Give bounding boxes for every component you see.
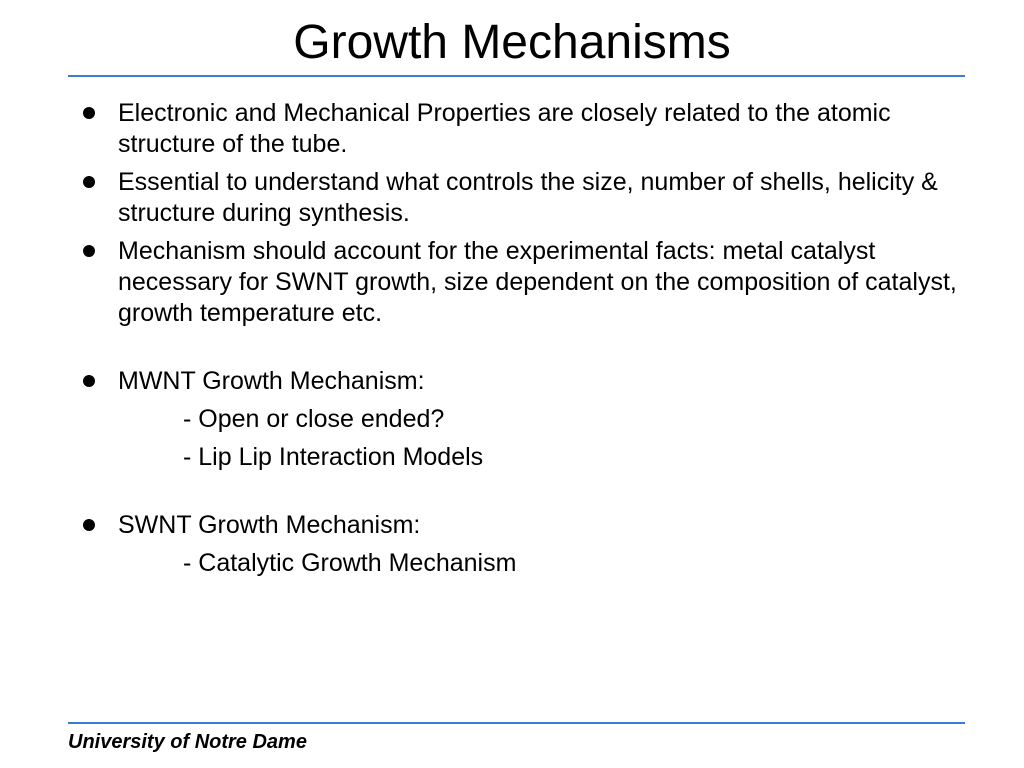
bullet-item bbox=[80, 167, 960, 229]
slide-title: Growth Mechanisms bbox=[293, 16, 731, 69]
bullet-dot-icon bbox=[83, 176, 95, 188]
sub-item: - Catalytic Growth Mechanism bbox=[183, 549, 517, 577]
bullet-dot-icon bbox=[83, 375, 95, 387]
bullet-item bbox=[80, 510, 960, 579]
bullet-text: SWNT Growth Mechanism: bbox=[118, 511, 421, 539]
bullet-dot-icon bbox=[83, 107, 95, 119]
bullet-dot-icon bbox=[83, 519, 95, 531]
bullet-text: Mechanism should account for the experimental facts: metal catalyst necessary for SWNT growth, size dependent on the composition of catalyst, growth temperature etc. bbox=[118, 237, 957, 327]
footer-divider bbox=[68, 722, 965, 724]
sub-item: - Lip Lip Interaction Models bbox=[183, 443, 484, 471]
bullet-text: Electronic and Mechanical Properties are closely related to the atomic structure of the tube. bbox=[118, 99, 891, 158]
footer-text: University of Notre Dame bbox=[68, 731, 307, 753]
sub-item: - Open or close ended? bbox=[183, 405, 445, 433]
bullet-item bbox=[80, 236, 960, 329]
bullet-dot-icon bbox=[83, 245, 95, 257]
bullet-text: Essential to understand what controls the size, number of shells, helicity & structure during synthesis. bbox=[118, 168, 938, 227]
bullet-item bbox=[80, 366, 960, 473]
bullet-list bbox=[80, 98, 960, 586]
bullet-text: MWNT Growth Mechanism: bbox=[118, 367, 425, 395]
bullet-item bbox=[80, 98, 960, 160]
title-divider bbox=[68, 75, 965, 77]
